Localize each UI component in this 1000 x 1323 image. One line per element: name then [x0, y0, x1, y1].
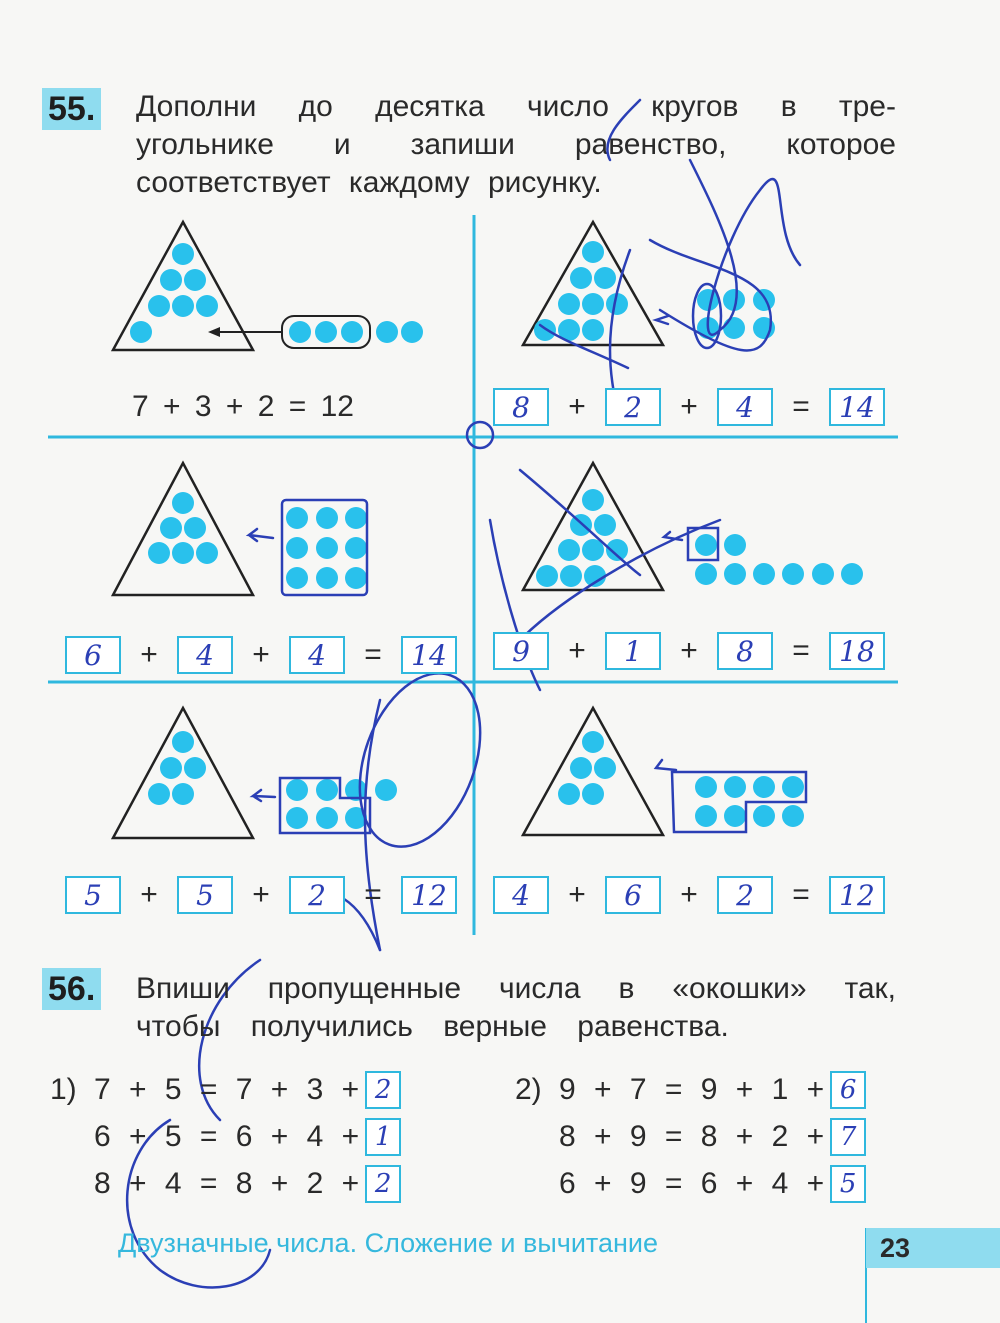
task-56-line-1: Впиши пропущенные числа в «окошки» так, [136, 972, 896, 1005]
answer-box[interactable]: 8 [717, 632, 773, 670]
answer-box[interactable]: 4 [717, 388, 773, 426]
figure-1 [113, 222, 423, 350]
task-55-line-3: соответствует каждому рисунку. [136, 166, 602, 199]
answer-box[interactable]: 1 [365, 1118, 401, 1156]
plus-sign: + [252, 638, 270, 671]
answer-box[interactable]: 5 [65, 876, 121, 914]
figure-4 [523, 463, 863, 590]
figure-3 [113, 463, 367, 595]
equals-sign: = [364, 878, 382, 911]
plus-sign: + [140, 878, 158, 911]
equation-row-3 [493, 632, 885, 670]
answer-box[interactable]: 4 [289, 636, 345, 674]
expression: 7 + 5 = 7 + 3 + [94, 1072, 360, 1106]
task-56-number: 56. [42, 968, 101, 1010]
task-56-row [50, 1160, 401, 1207]
task-56-row [50, 1113, 401, 1160]
plus-sign: + [680, 634, 698, 667]
equation-row-1 [493, 388, 885, 426]
expression: 6 + 9 = 6 + 4 + [559, 1166, 825, 1200]
plus-sign: + [568, 634, 586, 667]
equals-sign: = [364, 638, 382, 671]
plus-sign: + [568, 390, 586, 423]
equals-sign: = [792, 634, 810, 667]
answer-box[interactable]: 14 [401, 636, 457, 674]
column-label: 1) [50, 1072, 77, 1106]
task-56-row [515, 1066, 866, 1113]
task-56-row [50, 1066, 401, 1113]
answer-box[interactable]: 2 [365, 1071, 401, 1109]
answer-box[interactable]: 2 [365, 1165, 401, 1203]
expression: 8 + 9 = 8 + 2 + [559, 1119, 825, 1153]
answer-box[interactable]: 8 [493, 388, 549, 426]
figure-5 [113, 708, 397, 838]
answer-box[interactable]: 7 [830, 1118, 866, 1156]
column-label: 2) [515, 1072, 542, 1106]
answer-box[interactable]: 6 [830, 1071, 866, 1109]
answer-box[interactable]: 5 [830, 1165, 866, 1203]
answer-box[interactable]: 4 [177, 636, 233, 674]
task-56-row [515, 1160, 866, 1207]
task-55-number: 55. [42, 88, 101, 130]
task-56-row [515, 1113, 866, 1160]
answer-box[interactable]: 18 [829, 632, 885, 670]
task-55-line-2: угольнике и запиши равенство, которое [136, 128, 896, 161]
answer-box[interactable]: 2 [289, 876, 345, 914]
answer-box[interactable]: 2 [605, 388, 661, 426]
equals-sign: = [792, 390, 810, 423]
plus-sign: + [568, 878, 586, 911]
answer-box[interactable]: 6 [605, 876, 661, 914]
equation-row-5 [493, 876, 885, 914]
footer-section-title: Двузначные числа. Сложение и вычитание [118, 1228, 658, 1258]
task-56-text [136, 970, 896, 1046]
plus-sign: + [680, 390, 698, 423]
task-56-column-1 [50, 1066, 401, 1207]
answer-box[interactable]: 14 [829, 388, 885, 426]
answer-box[interactable]: 4 [493, 876, 549, 914]
answer-box[interactable]: 5 [177, 876, 233, 914]
plus-sign: + [680, 878, 698, 911]
expression: 8 + 4 = 8 + 2 + [94, 1166, 360, 1200]
plus-sign: + [140, 638, 158, 671]
answer-box[interactable]: 1 [605, 632, 661, 670]
equation-row-2 [65, 636, 457, 674]
example-equation: 7 + 3 + 2 = 12 [132, 390, 354, 423]
answer-box[interactable]: 2 [717, 876, 773, 914]
equation-row-4 [65, 876, 457, 914]
task-55-line-1: Дополни до десятка число кругов в тре- [136, 90, 896, 123]
answer-box[interactable]: 6 [65, 636, 121, 674]
plus-sign: + [252, 878, 270, 911]
answer-box[interactable]: 9 [493, 632, 549, 670]
equals-sign: = [792, 878, 810, 911]
task-56-column-2 [515, 1066, 866, 1207]
page-number: 23 [866, 1228, 1000, 1268]
answer-box[interactable]: 12 [829, 876, 885, 914]
answer-box[interactable]: 12 [401, 876, 457, 914]
expression: 9 + 7 = 9 + 1 + [559, 1072, 825, 1106]
task-56-line-2: чтобы получились верные равенства. [136, 1010, 729, 1043]
expression: 6 + 5 = 6 + 4 + [94, 1119, 360, 1153]
